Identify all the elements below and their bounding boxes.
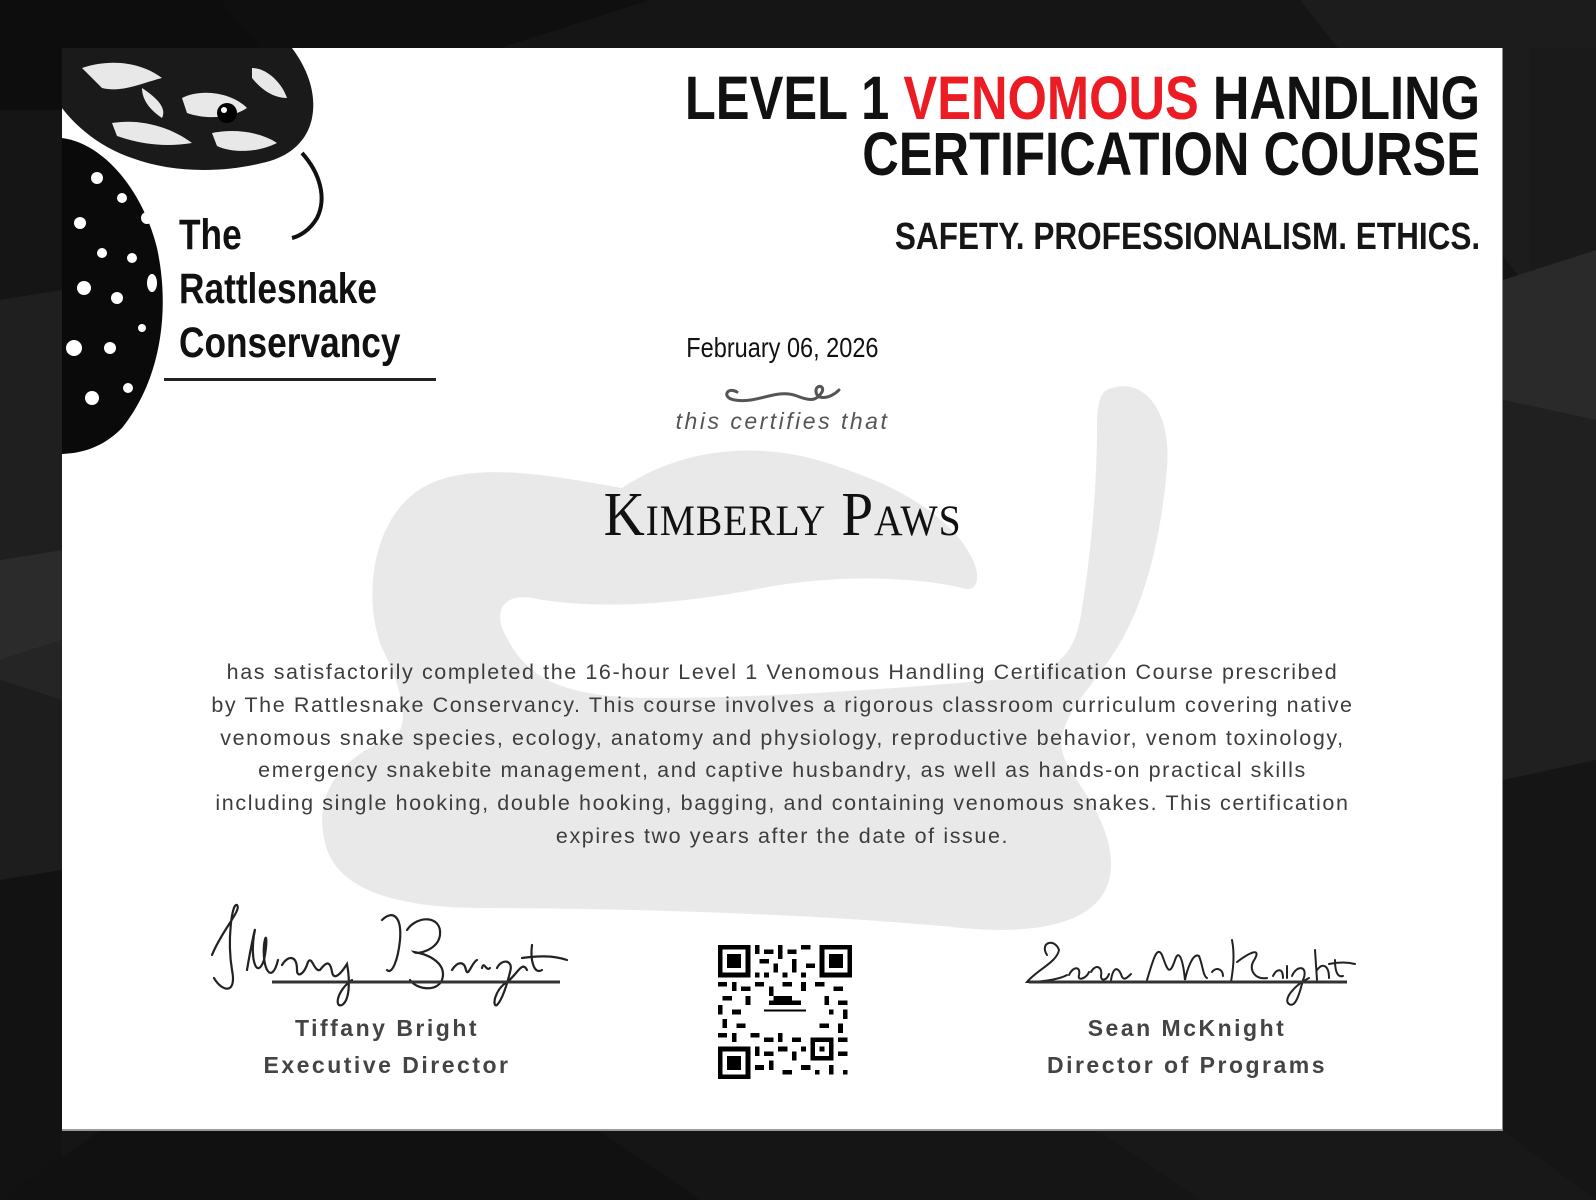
course-title bbox=[684, 64, 1480, 188]
certificate-description bbox=[112, 656, 1453, 853]
flourish-divider-icon bbox=[717, 378, 847, 408]
org-name-underline bbox=[164, 378, 436, 381]
issue-date bbox=[62, 332, 1503, 364]
title-accent: VENOMOUS bbox=[903, 64, 1199, 132]
course-title-line-2: CERTIFICATION COURSE bbox=[862, 120, 1480, 188]
signatory-title: Executive Director bbox=[263, 1052, 511, 1078]
recipient-name-text: Kimberly Paws bbox=[603, 481, 962, 549]
signatory-left bbox=[202, 900, 572, 1084]
signatory-name: Sean McKnight bbox=[1087, 1015, 1287, 1041]
description-line: by The Rattlesnake Conservancy. This course involves a rigorous classroom curriculum covering native bbox=[211, 692, 1354, 717]
signatory-right bbox=[1017, 900, 1357, 1084]
course-title-line-1 bbox=[684, 64, 1480, 132]
signature-sean-mcknight bbox=[1017, 900, 1357, 1010]
qr-code-icon[interactable] bbox=[718, 945, 852, 1079]
signature-tiffany-bright bbox=[202, 900, 572, 1010]
title-prefix: LEVEL 1 bbox=[684, 64, 904, 132]
signature-icon bbox=[202, 900, 572, 1010]
org-name-line: The bbox=[179, 211, 242, 259]
org-name-line: Conservancy bbox=[179, 319, 401, 367]
signature-icon bbox=[1017, 900, 1357, 1010]
recipient-name bbox=[62, 480, 1503, 551]
signatory-name: Tiffany Bright bbox=[294, 1015, 480, 1041]
tagline: SAFETY. PROFESSIONALISM. ETHICS. bbox=[894, 216, 1480, 258]
description-line: has satisfactorily completed the 16-hour Level 1 Venomous Handling Certification Course prescribed bbox=[226, 660, 1339, 684]
org-name-line: Rattlesnake bbox=[179, 265, 377, 313]
description-line: expires two years after the date of issue. bbox=[555, 823, 1010, 848]
issue-date-text: February 06, 2026 bbox=[686, 332, 879, 363]
title-suffix: HANDLING bbox=[1198, 64, 1480, 132]
description-line: venomous snake species, ecology, anatomy and physiology, reproductive behavior, venom toxinology, bbox=[220, 725, 1345, 750]
certifies-label: this certifies that bbox=[675, 408, 890, 434]
certificate-card bbox=[62, 48, 1503, 1131]
signatory-title: Director of Programs bbox=[1046, 1052, 1328, 1078]
description-line: emergency snakebite management, and captive husbandry, as well as hands-on practical skills bbox=[258, 758, 1307, 783]
description-line: including single hooking, double hooking, bagging, and containing venomous snakes. This certification bbox=[215, 791, 1350, 816]
